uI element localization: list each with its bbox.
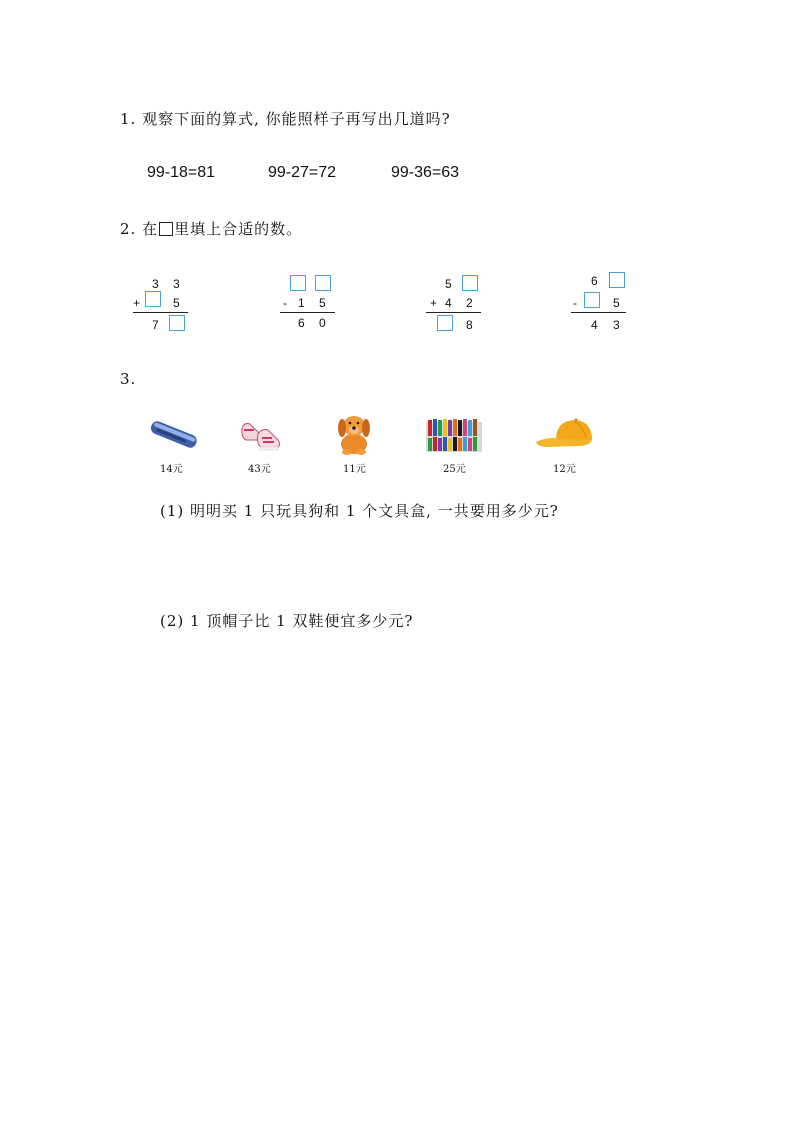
operator: - — [573, 296, 577, 310]
digit: 5 — [613, 296, 620, 310]
price-label: 43元 — [248, 464, 271, 475]
digit: 5 — [445, 277, 452, 291]
digit: 3 — [613, 318, 620, 332]
question-3-part-2: (2) 1 顶帽子比 1 双鞋便宜多少元? — [160, 612, 414, 630]
answer-box[interactable] — [290, 275, 306, 291]
difference-line — [571, 312, 626, 313]
operator: + — [133, 296, 141, 310]
sum-line — [133, 312, 188, 313]
crayons-icon — [424, 416, 484, 454]
operator: + — [430, 296, 438, 310]
answer-box[interactable] — [315, 275, 331, 291]
operator: - — [283, 296, 287, 310]
digit: 4 — [445, 296, 452, 310]
answer-box[interactable] — [462, 275, 478, 291]
question-1-title: 1. 观察下面的算式, 你能照样子再写出几道吗? — [120, 110, 451, 128]
digit: 1 — [298, 296, 305, 310]
question-3-title: 3. — [120, 370, 137, 388]
pencil-case-icon — [148, 418, 200, 450]
price-label: 14元 — [160, 464, 183, 475]
digit: 8 — [466, 318, 473, 332]
sum-line — [426, 312, 481, 313]
answer-box[interactable] — [584, 292, 600, 308]
digit: 3 — [173, 277, 180, 291]
question-3-part-1: (1) 明明买 1 只玩具狗和 1 个文具盒, 一共要用多少元? — [160, 502, 559, 520]
toy-dog-icon — [332, 410, 376, 456]
digit: 6 — [298, 316, 305, 330]
digit: 0 — [319, 316, 326, 330]
shoes-icon — [238, 418, 286, 454]
digit: 7 — [152, 318, 159, 332]
equation-2: 99-27=72 — [268, 164, 337, 181]
digit: 6 — [591, 274, 598, 288]
digit: 2 — [466, 296, 473, 310]
question-2-title-suffix: 里填上合适的数。 — [174, 220, 303, 238]
blank-square-icon — [159, 222, 173, 236]
equation-1: 99-18=81 — [147, 164, 216, 181]
digit: 5 — [319, 296, 326, 310]
answer-box[interactable] — [169, 315, 185, 331]
equation-3: 99-36=63 — [391, 164, 460, 181]
answer-box[interactable] — [437, 315, 453, 331]
question-2-title — [120, 218, 302, 239]
digit: 3 — [152, 277, 159, 291]
digit: 5 — [173, 296, 180, 310]
cap-icon — [534, 414, 596, 452]
price-label: 11元 — [343, 464, 366, 475]
digit: 4 — [591, 318, 598, 332]
answer-box[interactable] — [609, 272, 625, 288]
difference-line — [280, 312, 335, 313]
price-label: 25元 — [443, 464, 466, 475]
answer-box[interactable] — [145, 291, 161, 307]
question-2-title-prefix: 2. 在 — [120, 220, 159, 238]
price-label: 12元 — [553, 464, 576, 475]
